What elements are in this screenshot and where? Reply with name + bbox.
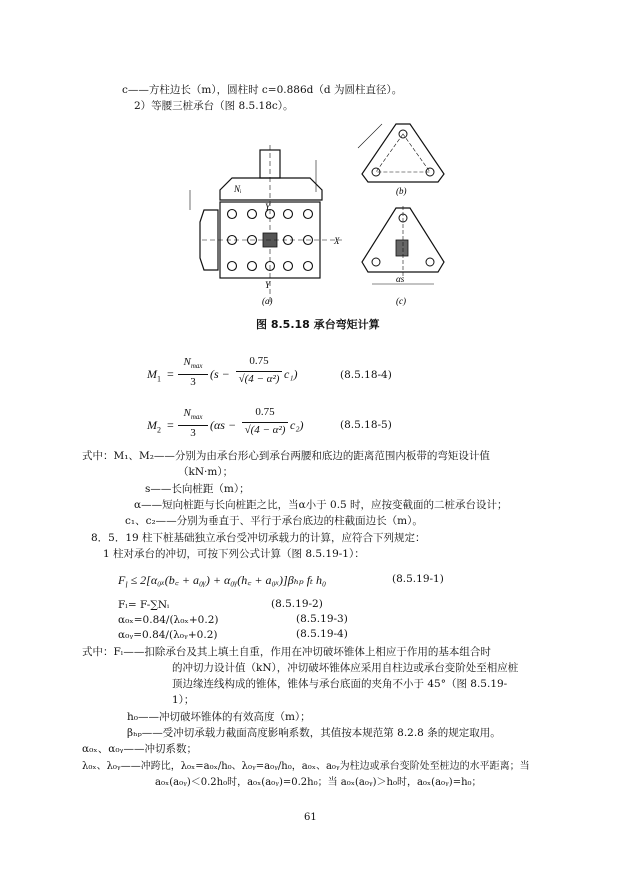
where-lambda-2: a₀ₓ(a₀ᵧ)＜0.2h₀时，a₀ₓ(a₀ᵧ)=0.2h₀；当 a₀ₓ(a₀ᵧ)＞h₀时，a₀ₓ(a₀ᵧ)=h₀； — [155, 777, 482, 788]
label-a: (a) — [262, 296, 273, 306]
where-alpha0: α₀ₓ、α₀ᵧ——冲切系数； — [82, 743, 198, 755]
section-8-5-19: 8．5．19 柱下桩基础独立承台受冲切承载力的计算，应符合下列规定： — [91, 532, 426, 544]
formula-a0y: α₀ᵧ=0.84/(λ₀ᵧ+0.2) — [118, 629, 218, 641]
where-beta: βₕₚ——受冲切承载力截面高度影响系数，其值按本规范第 8.2.8 条的规定取用。 — [127, 727, 501, 739]
eq3-number: (8.5.19-1) — [392, 573, 444, 585]
eq1-number: (8.5.18-4) — [340, 369, 392, 381]
where-fl-4: 1）； — [172, 694, 195, 706]
eq2-number: (8.5.18-5) — [340, 419, 392, 431]
where-c1c2: c₁、c₂——分别为垂直于、平行于承台底边的柱截面边长（m）。 — [125, 515, 423, 527]
where-alpha: α——短向桩距与长向桩距之比，当α小于 0.5 时，应按变截面的二桩承台设计； — [134, 499, 508, 511]
where-h0: h₀——冲切破坏锥体的有效高度（m）； — [127, 711, 311, 723]
label-c: (c) — [396, 296, 406, 306]
label-y-top: Y — [265, 202, 271, 212]
eq6-number: (8.5.19-4) — [296, 628, 348, 640]
eq4-number: (8.5.19-2) — [271, 598, 323, 610]
figure-caption: 图 8.5.18 承台弯矩计算 — [256, 318, 380, 331]
formula-fl: Fₗ= F-∑Nᵢ — [118, 599, 170, 611]
label-y-bottom: Y — [265, 280, 271, 290]
where-m1m2: 式中：M₁、M₂——分别为由承台形心到承台两腰和底边的距离范围内板带的弯矩设计值 — [82, 450, 490, 462]
label-x: X — [334, 236, 340, 246]
where-s: s——长向桩距（m）； — [145, 483, 250, 495]
page-number: 61 — [304, 812, 317, 823]
item-1: 1 柱对承台的冲切，可按下列公式计算（图 8.5.19-1）： — [103, 548, 365, 560]
eq5-number: (8.5.19-3) — [296, 613, 348, 625]
punching-formula: $F_l$ ≤ 2[α₀ₓ(b꜀ + a₀ᵧ) + α₀ᵧ(h꜀ + a₀ₓ)]βₕₚ fₜ h₀ — [118, 573, 327, 590]
where-fl-2: 的冲切力设计值（kN），冲切破坏锥体应采用自柱边或承台变阶处至相应桩 — [172, 662, 519, 674]
label-b: (b) — [396, 186, 407, 196]
where-lambda: λ₀ₓ、λ₀ᵧ——冲跨比，λ₀ₓ=a₀ₓ/h₀、λ₀ᵧ=a₀ᵧ/h₀，a₀ₓ、a₀ᵧ为柱边或承台变阶处至桩边的水平距离；当 — [82, 761, 530, 772]
text-line-2: 2）等腰三桩承台（图 8.5.18c）。 — [134, 100, 294, 112]
column-hatch-c — [396, 240, 408, 256]
triangle-cap-b — [362, 124, 444, 182]
text-line-1: c——方柱边长（m），圆柱时 c=0.886d（d 为圆柱直径）。 — [122, 84, 403, 96]
figure-c — [352, 202, 452, 312]
formula-a0x: α₀ₓ=0.84/(λ₀ₓ+0.2) — [118, 614, 219, 626]
label-as: αs — [396, 274, 405, 284]
where-m1m2-unit: （kN·m）； — [178, 466, 234, 478]
figure-b — [352, 118, 452, 198]
label-ni: Nᵢ — [234, 184, 242, 194]
figure-a — [182, 140, 352, 310]
where-fl: 式中：Fₗ——扣除承台及其上填土自重，作用在冲切破坏锥体上相应于作用的基本组合时 — [82, 646, 491, 658]
where-fl-3: 顶边缘连线构成的锥体，锥体与承台底面的夹角不小于 45°（图 8.5.19- — [172, 678, 508, 690]
